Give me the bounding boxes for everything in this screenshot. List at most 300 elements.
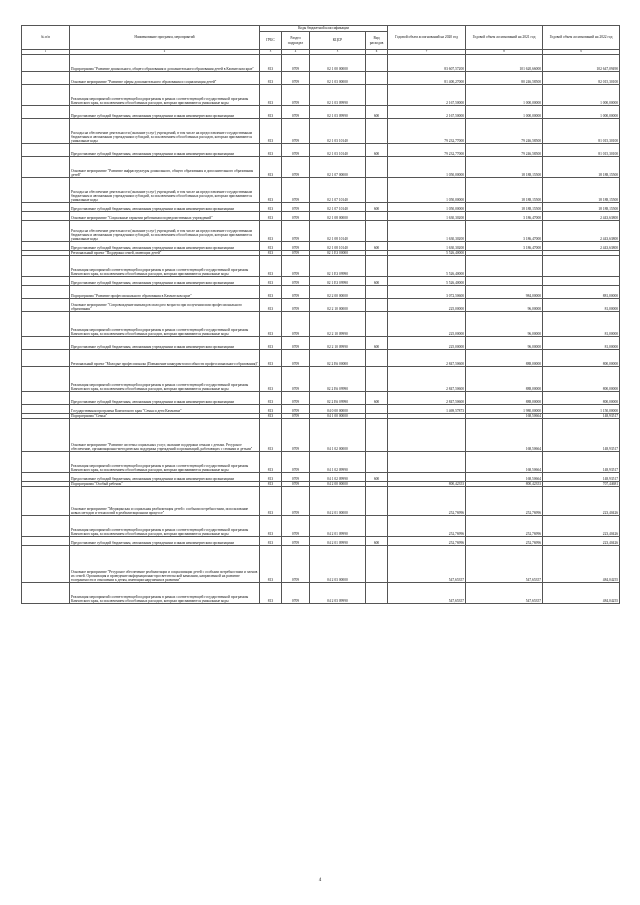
csr-cell: 02 2 00 00000 [310,286,366,299]
budget-table [21,25,620,604]
grbs-cell: 813 [260,286,282,299]
amount-2020-cell: 2 847,50600 [388,350,466,367]
table-row [22,55,620,72]
csr-cell: 04 2 01 09990 [310,516,366,537]
column-number: 1 [22,50,70,55]
amount-2021-cell: 252,76996 [466,537,543,546]
name-cell: Реализация мероприятий соответствующей подпрограммы в рамках соответствующей государственной программы Камчатского края, за исключением обособленных расходов, которым присваиваются уникальные коды [70,256,260,277]
grbs-cell: 813 [260,251,282,256]
num-cell [22,337,70,350]
table-row [22,312,620,337]
column-number: 5 [310,50,366,55]
num-cell [22,277,70,286]
num-cell [22,350,70,367]
table-row [22,178,620,203]
amount-2022-cell: 81 015,30100 [543,144,620,157]
grbs-cell: 813 [260,350,282,367]
grbs-cell: 813 [260,452,282,473]
table-row [22,392,620,405]
razdel-cell: 0709 [282,72,310,85]
razdel-cell: 0709 [282,299,310,312]
vr-cell [366,367,388,392]
csr-cell: 02 2 E6 00000 [310,350,366,367]
vr-cell: 600 [366,277,388,286]
amount-2021-cell: 3 186,47000 [466,212,543,221]
table-row [22,221,620,242]
csr-cell: 02 1 03 09990 [310,106,366,119]
table-row [22,299,620,312]
num-cell [22,242,70,251]
amount-2020-cell: 225,00000 [388,312,466,337]
amount-2021-cell: 168,50664 [466,473,543,482]
razdel-cell: 0709 [282,546,310,583]
num-cell [22,286,70,299]
csr-cell: 04 2 00 00000 [310,482,366,487]
amount-2021-cell: 79 246,58500 [466,144,543,157]
num-cell [22,537,70,546]
num-cell [22,157,70,178]
razdel-cell: 0709 [282,414,310,419]
name-cell: Основное мероприятие "Развитие инфраструктуры дошкольного, общего образования и дополнительного образования детей" [70,157,260,178]
num-cell [22,473,70,482]
csr-cell: 02 1 07 10140 [310,178,366,203]
amount-2021-cell: 252,76996 [466,487,543,516]
amount-2022-cell: 102 647,09490 [543,55,620,72]
razdel-cell: 0709 [282,419,310,452]
name-cell: Региональный проект "Поддержка семей, имеющих детей" [70,251,260,256]
name-cell: Предоставление субсидий бюджетным, автономным учреждениям и иным некоммерческим организациям [70,144,260,157]
grbs-cell: 813 [260,299,282,312]
amount-2020-cell: 1 050,00000 [388,178,466,203]
table-row [22,405,620,414]
amount-2022-cell: 484,04255 [543,546,620,583]
grbs-cell: 813 [260,256,282,277]
table-row [22,144,620,157]
name-cell: Основное мероприятие "Развитие системы социальных услуг, оказание поддержки семьям с детьми. Ресурсное обеспечение, организационно-методическая поддержка учреждений и организаций, работающих с семьями и детьми" [70,419,260,452]
table-row [22,452,620,473]
amount-2022-cell: 1 150,00000 [543,405,620,414]
amount-2022-cell: 148,93517 [543,452,620,473]
amount-2022-cell: 1 000,00000 [543,106,620,119]
razdel-cell: 0709 [282,487,310,516]
razdel-cell: 0709 [282,367,310,392]
amount-2020-cell: 5 526,40000 [388,256,466,277]
grbs-cell: 813 [260,203,282,212]
csr-cell: 02 1 E3 09990 [310,256,366,277]
amount-2022-cell: 800,00000 [543,367,620,392]
grbs-cell: 813 [260,546,282,583]
amount-2021-cell: 79 246,58500 [466,119,543,144]
num-cell [22,55,70,72]
amount-2021-cell: 1 980,00000 [466,405,543,414]
num-cell [22,452,70,473]
header-vr: Вид расходов [366,32,388,50]
num-cell [22,119,70,144]
csr-cell: 02 2 E6 09990 [310,367,366,392]
amount-2020-cell: 2 847,50600 [388,392,466,405]
grbs-cell: 813 [260,85,282,106]
razdel-cell: 0709 [282,242,310,251]
amount-2020-cell: 547,65357 [388,546,466,583]
vr-cell [366,312,388,337]
amount-2021-cell: 888,00000 [466,350,543,367]
amount-2022-cell: 1 000,00000 [543,85,620,106]
column-number: 6 [366,50,388,55]
amount-2020-cell: 5 526,40000 [388,277,466,286]
name-cell: Предоставление субсидий бюджетным, автономным учреждениям и иным некоммерческим организациям [70,473,260,482]
razdel-cell: 0709 [282,516,310,537]
amount-2020-cell: 83 607,57200 [388,55,466,72]
csr-cell: 02 1 E3 00000 [310,251,366,256]
amount-2020-cell: 1 630,30200 [388,242,466,251]
vr-cell [366,583,388,604]
vr-cell [366,546,388,583]
grbs-cell: 813 [260,473,282,482]
grbs-cell: 813 [260,367,282,392]
name-cell: Предоставление субсидий бюджетным, автономным учреждениям и иным некоммерческим организациям [70,337,260,350]
amount-2020-cell: 1 630,30200 [388,221,466,242]
grbs-cell: 813 [260,405,282,414]
vr-cell: 600 [366,203,388,212]
num-cell [22,583,70,604]
amount-2022-cell [543,256,620,277]
name-cell: Предоставление субсидий бюджетным, автономным учреждениям и иным некоммерческим организациям [70,537,260,546]
amount-2021-cell: 1 000,00000 [466,106,543,119]
name-cell: Подпрограмма "Семья" [70,414,260,419]
vr-cell: 600 [366,537,388,546]
name-cell: Реализация мероприятий соответствующей подпрограммы в рамках соответствующей государственной программы Камчатского края, за исключением обособленных расходов, которым присваиваются уникальные коды [70,312,260,337]
name-cell: Реализация мероприятий соответствующей подпрограммы в рамках соответствующей государственной программы Камчатского края, за исключением обособленных расходов, которым присваиваются уникальные коды [70,583,260,604]
vr-cell: 600 [366,106,388,119]
vr-cell [366,85,388,106]
amount-2022-cell: 81,00000 [543,337,620,350]
vr-cell [366,212,388,221]
csr-cell: 02 2 10 00000 [310,299,366,312]
amount-2022-cell: 2 443,63800 [543,221,620,242]
table-row [22,516,620,537]
grbs-cell: 813 [260,242,282,251]
amount-2020-cell: 225,00000 [388,337,466,350]
header-grbs: ГРБС [260,32,282,50]
table-row [22,277,620,286]
name-cell: Основное мероприятие "Ресурсное обеспечение реабилитации и социализации детей с особыми потребностями и членов их семей. Организация и проведение информационно-просветительской кампании, направленной на развитие толерантности в отношении к детям, имеющим нарушения в развитии" [70,546,260,583]
razdel-cell: 0709 [282,452,310,473]
table-row [22,546,620,583]
csr-cell: 02 2 10 09990 [310,337,366,350]
table-row [22,350,620,367]
amount-2022-cell: 223,40426 [543,516,620,537]
csr-cell: 02 1 07 00000 [310,157,366,178]
amount-2022-cell: 223,40426 [543,537,620,546]
amount-2020-cell: 2 167,50000 [388,106,466,119]
table-row [22,487,620,516]
num-cell [22,203,70,212]
amount-2021-cell: 800,42353 [466,482,543,487]
razdel-cell: 0709 [282,392,310,405]
name-cell: Предоставление субсидий бюджетным, автономным учреждениям и иным некоммерческим организациям [70,106,260,119]
amount-2022-cell: 148,93517 [543,414,620,419]
vr-cell [366,286,388,299]
grbs-cell: 813 [260,583,282,604]
amount-2020-cell: 1 469,57873 [388,405,466,414]
amount-2022-cell: 800,00000 [543,392,620,405]
name-cell: Подпрограмма "Развитие дошкольного, общего образования и дополнительного образования детей в Камчатском крае" [70,55,260,72]
vr-cell [366,452,388,473]
num-cell [22,367,70,392]
vr-cell [366,256,388,277]
razdel-cell: 0709 [282,106,310,119]
amount-2020-cell: 2 167,50000 [388,85,466,106]
column-number: 7 [388,50,466,55]
csr-cell: 02 1 03 09990 [310,85,366,106]
name-cell: Основное мероприятие "Медицинская и социальная реабилитация детей с особыми потребностями, использование новых методов и технологий в реабилитационном процессе" [70,487,260,516]
vr-cell [366,221,388,242]
num-cell [22,72,70,85]
razdel-cell: 0709 [282,178,310,203]
csr-cell: 04 0 00 00000 [310,405,366,414]
amount-2021-cell [466,256,543,277]
amount-2022-cell: 81,00000 [543,299,620,312]
name-cell: Подпрограмма "Развитие профессионального образования в Камчатском крае" [70,286,260,299]
csr-cell: 04 1 02 00000 [310,419,366,452]
amount-2022-cell [543,277,620,286]
razdel-cell: 0709 [282,583,310,604]
amount-2022-cell: 82 015,30100 [543,72,620,85]
razdel-cell: 0709 [282,473,310,482]
table-row [22,242,620,251]
amount-2021-cell: 3 186,47000 [466,221,543,242]
num-cell [22,299,70,312]
vr-cell: 600 [366,392,388,405]
amount-2020-cell: 252,76996 [388,487,466,516]
num-cell [22,487,70,516]
amount-2021-cell: 18 188,15500 [466,157,543,178]
grbs-cell: 813 [260,157,282,178]
csr-cell: 04 1 02 09990 [310,452,366,473]
num-cell [22,178,70,203]
amount-2022-cell: 81,00000 [543,312,620,337]
csr-cell: 02 1 08 10140 [310,242,366,251]
amount-2020-cell: 1 630,30200 [388,212,466,221]
grbs-cell: 813 [260,144,282,157]
column-number: 8 [466,50,543,55]
name-cell: Расходы на обеспечение деятельности (оказание услуг) учреждений, в том числе на предоставление государственным бюджетным и автономным учреждениям субсидий, за исключением обособленных расходов, которым присваиваются уникальные коды [70,221,260,242]
amount-2020-cell: 252,76996 [388,516,466,537]
name-cell: Предоставление субсидий бюджетным, автономным учреждениям и иным некоммерческим организациям [70,203,260,212]
csr-cell: 02 2 10 09990 [310,312,366,337]
amount-2021-cell: 18 188,15500 [466,203,543,212]
razdel-cell: 0709 [282,482,310,487]
grbs-cell: 813 [260,516,282,537]
name-cell: Реализация мероприятий соответствующей подпрограммы в рамках соответствующей государственной программы Камчатского края, за исключением обособленных расходов, которым присваиваются уникальные коды [70,516,260,537]
amount-2021-cell: 3 186,47000 [466,242,543,251]
amount-2020-cell [388,419,466,452]
amount-2021-cell: 984,00000 [466,286,543,299]
table-row [22,212,620,221]
name-cell: Региональный проект "Молодые профессионалы (Повышение конкурентоспособности профессионального образования)" [70,350,260,367]
amount-2020-cell: 79 232,77000 [388,144,466,157]
amount-2020-cell: 1 050,00000 [388,157,466,178]
vr-cell [366,178,388,203]
vr-cell: 600 [366,473,388,482]
amount-2022-cell: 484,04255 [543,583,620,604]
razdel-cell: 0709 [282,203,310,212]
name-cell: Основное мероприятие "Развитие сферы дополнительного образования и социализация детей" [70,72,260,85]
num-cell [22,85,70,106]
table-row [22,119,620,144]
amount-2020-cell: 225,00000 [388,299,466,312]
budget-table-page [21,25,619,604]
amount-2020-cell: 800,42353 [388,482,466,487]
vr-cell: 600 [366,144,388,157]
vr-cell [366,350,388,367]
razdel-cell: 0709 [282,251,310,256]
amount-2021-cell: 101 620,66000 [466,55,543,72]
grbs-cell: 813 [260,72,282,85]
amount-2021-cell: 96,00000 [466,337,543,350]
vr-cell [366,487,388,516]
csr-cell: 04 2 01 09990 [310,537,366,546]
amount-2020-cell: 252,76996 [388,537,466,546]
grbs-cell: 813 [260,277,282,286]
vr-cell [366,119,388,144]
num-cell [22,212,70,221]
amount-2021-cell: 547,65357 [466,583,543,604]
name-cell: Предоставление субсидий бюджетным, автономным учреждениям и иным некоммерческим организациям [70,392,260,405]
csr-cell: 02 1 08 00000 [310,212,366,221]
amount-2021-cell: 252,76996 [466,516,543,537]
amount-2022-cell: 707,44681 [543,482,620,487]
amount-2021-cell: 96,00000 [466,312,543,337]
table-row [22,419,620,452]
amount-2021-cell: 547,65357 [466,546,543,583]
vr-cell [366,55,388,72]
amount-2022-cell: 18 188,15500 [543,203,620,212]
amount-2022-cell: 223,40426 [543,487,620,516]
csr-cell: 02 1 08 10140 [310,221,366,242]
grbs-cell: 813 [260,337,282,350]
amount-2021-cell [466,277,543,286]
grbs-cell: 813 [260,419,282,452]
vr-cell [366,72,388,85]
grbs-cell: 813 [260,312,282,337]
header-2020: Годовой объем ассигнований на 2020 год [388,26,466,50]
name-cell: Основное мероприятие "Социальные гарантии работникам подведомственных учреждений" [70,212,260,221]
vr-cell [366,419,388,452]
razdel-cell: 0709 [282,85,310,106]
name-cell: Расходы на обеспечение деятельности (оказание услуг) учреждений, в том числе на предоставление государственным бюджетным и автономным учреждениям субсидий, за исключением обособленных расходов, которым присваиваются уникальные коды [70,119,260,144]
grbs-cell: 813 [260,221,282,242]
page-number: 4 [318,878,322,883]
amount-2020-cell: 547,65357 [388,583,466,604]
amount-2022-cell: 2 443,63800 [543,242,620,251]
name-cell: Реализация мероприятий соответствующей подпрограммы в рамках соответствующей государственной программы Камчатского края, за исключением обособленных расходов, которым присваиваются уникальные коды [70,367,260,392]
table-row [22,106,620,119]
razdel-cell: 0709 [282,312,310,337]
amount-2022-cell: 18 188,15500 [543,178,620,203]
num-cell [22,221,70,242]
amount-2020-cell: 81 400,27000 [388,72,466,85]
amount-2021-cell: 888,00000 [466,367,543,392]
razdel-cell: 0709 [282,350,310,367]
num-cell [22,312,70,337]
csr-cell: 02 1 03 00000 [310,72,366,85]
vr-cell: 600 [366,242,388,251]
num-cell [22,546,70,583]
column-number: 3 [260,50,282,55]
table-row [22,537,620,546]
razdel-cell: 0709 [282,286,310,299]
amount-2022-cell: 800,00000 [543,350,620,367]
header-name: Наименование программ, мероприятий [70,26,260,50]
csr-cell: 04 1 02 09990 [310,473,366,482]
column-number: 4 [282,50,310,55]
amount-2020-cell: 5 526,40000 [388,251,466,256]
grbs-cell: 813 [260,212,282,221]
table-row [22,85,620,106]
amount-2021-cell: 168,50664 [466,419,543,452]
grbs-cell: 813 [260,392,282,405]
csr-cell: 02 1 03 10140 [310,144,366,157]
header-csr: КЦСР [310,32,366,50]
amount-2021-cell: 96,00000 [466,299,543,312]
table-row [22,157,620,178]
amount-2021-cell: 1 000,00000 [466,85,543,106]
csr-cell: 04 2 03 09990 [310,583,366,604]
amount-2020-cell: 1 050,00000 [388,203,466,212]
table-row [22,203,620,212]
grbs-cell: 813 [260,55,282,72]
amount-2021-cell: 888,00000 [466,392,543,405]
csr-cell: 02 1 07 10140 [310,203,366,212]
csr-cell: 02 1 00 00000 [310,55,366,72]
amount-2021-cell: 18 188,15500 [466,178,543,203]
csr-cell: 02 2 E6 09990 [310,392,366,405]
vr-cell: 600 [366,337,388,350]
amount-2022-cell: 148,93517 [543,473,620,482]
amount-2022-cell: 148,93517 [543,419,620,452]
csr-cell: 04 2 03 00000 [310,546,366,583]
grbs-cell: 813 [260,487,282,516]
vr-cell [366,516,388,537]
csr-cell: 02 1 E3 09990 [310,277,366,286]
grbs-cell: 813 [260,178,282,203]
amount-2020-cell: 79 232,77000 [388,119,466,144]
name-cell: Предоставление субсидий бюджетным, автономным учреждениям и иным некоммерческим организациям [70,277,260,286]
vr-cell [366,299,388,312]
num-cell [22,106,70,119]
razdel-cell: 0709 [282,337,310,350]
amount-2020-cell: 3 072,50600 [388,286,466,299]
csr-cell: 04 2 01 00000 [310,487,366,516]
razdel-cell: 0709 [282,277,310,286]
amount-2022-cell: 81 015,30100 [543,119,620,144]
grbs-cell: 813 [260,119,282,144]
razdel-cell: 0709 [282,256,310,277]
csr-cell: 04 1 00 00000 [310,414,366,419]
table-row [22,583,620,604]
amount-2022-cell: 2 443,63800 [543,212,620,221]
header-2022: Годовой объем ассигнований на 2022 год [543,26,620,50]
amount-2020-cell [388,473,466,482]
num-cell [22,144,70,157]
grbs-cell: 813 [260,482,282,487]
amount-2022-cell: 18 188,15500 [543,157,620,178]
razdel-cell: 0709 [282,144,310,157]
num-cell [22,419,70,452]
column-number: 2 [70,50,260,55]
razdel-cell: 0709 [282,55,310,72]
